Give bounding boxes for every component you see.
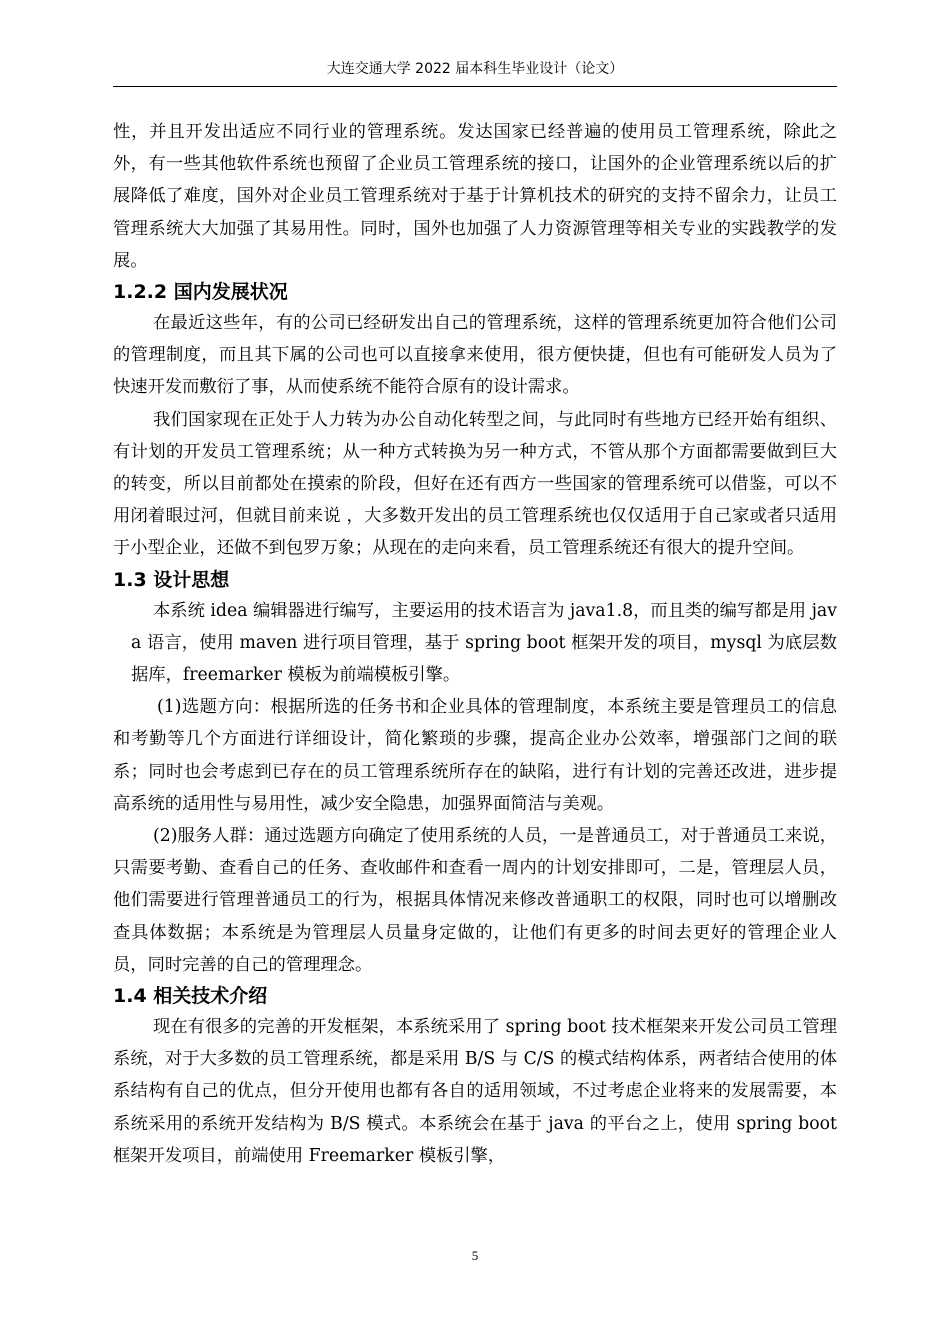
paragraph-tech-intro: 现在有很多的完善的开发框架，本系统采用了 spring boot 技术框架来开发公司员工管理系统，对于大多数的员工管理系统，都是采用 B/S 与 C/S 的模式结构体系，两者结合使用的体系结构有自己的优点，但分开使用也都有各自的适用领域，不过考虑企业将来的发展需要，本系统采用的系统开发结构为 B/S 模式。本系统会在基于 java 的平台之上，使用 spring boot 框架开发项目，前端使用 Freemarker 模板引擎，	[113, 1017, 837, 1166]
section-heading-1-3: 1.3 设计思想	[113, 568, 230, 591]
paragraph-design-tools: 本系统 idea 编辑器进行编写，主要运用的技术语言为 java1.8，而且类的编写都是用 java 语言，使用 maven 进行项目管理，基于 spring boot 框架开发的项目，mysql 为底层数据库，freemarker 模板为前端模板引擎。	[131, 600, 837, 686]
paragraph-domestic-companies: 在最近这些年，有的公司已经研发出自己的管理系统，这样的管理系统更加符合他们公司的管理制度，而且其下属的公司也可以直接拿来使用，很方便快捷，但也有可能研发人员为了快速开发而敷衍了事，从而使系统不能符合原有的设计需求。	[113, 313, 837, 398]
page-number: 5	[471, 1248, 479, 1263]
paragraph-topic-direction: (1)选题方向：根据所选的任务书和企业具体的管理制度，本系统主要是管理员工的信息和考勤等几个方面进行详细设计，简化繁琐的步骤，提高企业办公效率，增强部门之间的联系；同时也会考虑到已存在的员工管理系统所存在的缺陷，进行有计划的完善还改进，进步提高系统的适用性与易用性，减少安全隐患，加强界面简洁与美观。	[113, 697, 837, 814]
section-heading-1-2-2: 1.2.2 国内发展状况	[113, 281, 288, 304]
paragraph-domestic-transition: 我们国家现在正处于人力转为办公自动化转型之间，与此同时有些地方已经开始有组织、有计划的开发员工管理系统；从一种方式转换为另一种方式，不管从那个方面都需要做到巨大的转变，所以目前都处在摸索的阶段，但好在还有西方一些国家的管理系统可以借鉴，可以不用闭着眼过河，但就目前来说 ，大多数开发出的员工管理系统也仅仅适用于自己家或者只适用于小型企业，还做不到包罗万象；从现在的走向来看，员工管理系统还有很大的提升空间。	[113, 409, 837, 559]
document-body	[113, 116, 837, 1172]
page-header: 大连交通大学 2022 届本科生毕业设计（论文）	[113, 56, 837, 87]
section-heading-1-4: 1.4 相关技术介绍	[113, 985, 268, 1008]
paragraph-foreign-development: 性，并且开发出适应不同行业的管理系统。发达国家已经普遍的使用员工管理系统，除此之外，有一些其他软件系统也预留了企业员工管理系统的接口，让国外的企业管理系统以后的扩展降低了难度，国外对企业员工管理系统对于基于计算机技术的研究的支持不留余力，让员工管理系统大大加强了其易用性。同时，国外也加强了人力资源管理等相关专业的实践教学的发展。	[113, 122, 837, 271]
paragraph-service-users: (2)服务人群：通过选题方向确定了使用系统的人员，一是普通员工，对于普通员工来说，只需要考勤、查看自己的任务、查收邮件和查看一周内的计划安排即可，二是，管理层人员，他们需要进行管理普通员工的行为，根据具体情况来修改普通职工的权限，同时也可以增删改查具体数据；本系统是为管理层人员量身定做的，让他们有更多的时间去更好的管理企业人员，同时完善的自己的管理理念。	[113, 826, 837, 975]
